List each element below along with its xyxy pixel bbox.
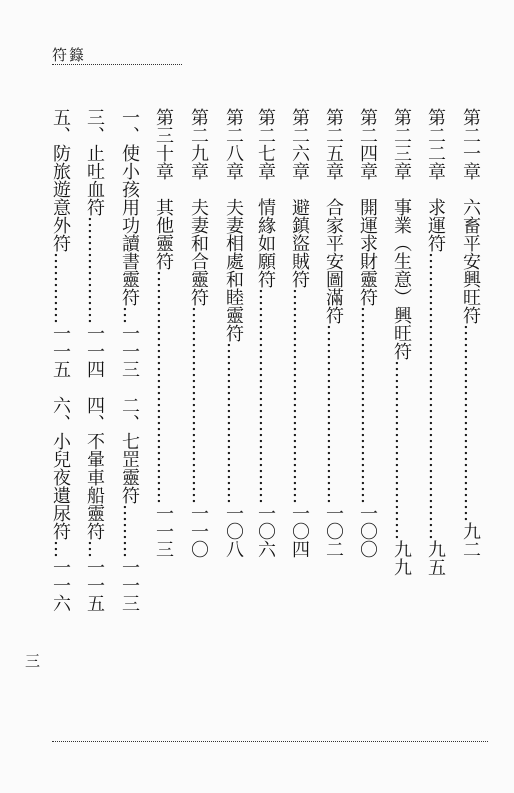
toc-entry: 第二一章 六畜平安興旺符……………………………九二 <box>460 108 481 558</box>
toc-entry: 第二七章 情緣如願符………………………………一〇六 <box>255 108 276 558</box>
toc-entry: 第二六章 避鎮盜賊符………………………………一〇四 <box>289 108 310 558</box>
toc-entry: 三、止吐血符………………一一四 四、不暈車船靈符…一一五 <box>84 108 105 612</box>
toc-entry: 第二五章 合家平安圖滿符…………………………一〇二 <box>323 108 344 558</box>
toc-entry: 第三十章 其他靈符…………………………………一一三 <box>153 108 174 558</box>
page-number: 三 <box>23 653 41 668</box>
footer-rule <box>52 741 488 742</box>
toc-entry: 第二九章 夫妻和合靈符……………………………一一〇 <box>188 108 209 558</box>
toc-entry: 第二八章 夫妻相處和睦靈符………………………一〇八 <box>223 108 244 558</box>
toc-entry: 一、使小孩用功讀書靈符…一一三 二、七罡靈符………一一三 <box>119 108 140 612</box>
page-header: 符籙 <box>52 46 87 64</box>
toc-entry: 五、防旅遊意外符…………一一五 六、小兒夜遺尿符…一一六 <box>50 108 71 612</box>
toc-entry: 第二四章 開運求財靈符……………………………一〇〇 <box>357 108 378 558</box>
toc-entry: 第二三章 事業︵生意︶興旺符…………………………九九 <box>391 108 412 576</box>
toc-entry: 第二二章 求運符…………………………………………九五 <box>425 108 446 576</box>
header-rule <box>52 64 182 65</box>
